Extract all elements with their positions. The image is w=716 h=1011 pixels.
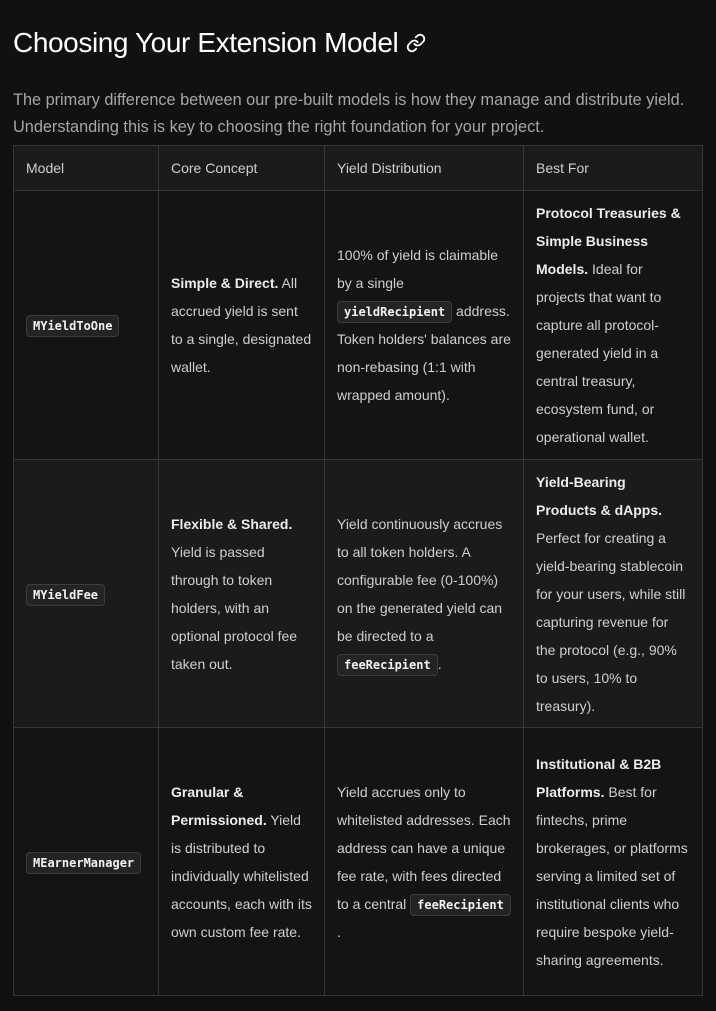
core-concept-title: Flexible & Shared. (171, 515, 293, 532)
header-best-for: Best For (524, 146, 703, 191)
best-for-title: Protocol Treasuries & Simple Business Models. (536, 205, 681, 277)
yield-text-post: . (437, 655, 442, 672)
yield-distribution-cell (325, 191, 524, 460)
section-heading (13, 23, 426, 63)
core-concept-cell (159, 728, 325, 996)
best-for-cell (524, 460, 703, 728)
yield-text-pre: Yield continuously accrues to all token holders. A configurable fee (0-100%) on the generated yield can be directed to a (337, 515, 503, 644)
best-for-text: Ideal for projects that want to capture all protocol-generated yield in a central treasury, ecosystem fund, or operational wallet. (536, 261, 662, 445)
link-icon[interactable] (406, 33, 426, 53)
yield-distribution-cell (325, 728, 524, 996)
yield-code: yieldRecipient (337, 301, 452, 323)
best-for-text: Best for fintechs, prime brokerages, or platforms serving a limited set of institutional clients who require bespoke yield-sharing agreements. (536, 783, 688, 968)
yield-code: feeRecipient (410, 894, 511, 916)
best-for-cell (524, 191, 703, 460)
header-model: Model (14, 146, 159, 191)
model-cell (14, 191, 159, 460)
core-concept-title: Simple & Direct. (171, 275, 279, 291)
header-core-concept: Core Concept (159, 146, 325, 191)
header-yield-distribution: Yield Distribution (325, 146, 524, 191)
table-row (14, 191, 703, 460)
core-concept-text: Yield is passed through to token holders, with an optional protocol fee taken out. (171, 543, 298, 672)
model-cell (14, 460, 159, 728)
table-row (14, 460, 703, 728)
section-title: Choosing Your Extension Model (13, 26, 399, 58)
yield-text-post: address. Token holders' balances are non-rebasing (1:1 with wrapped amount). (337, 303, 511, 403)
model-cell (14, 728, 159, 996)
table-row (14, 728, 703, 996)
core-concept-text: All accrued yield is sent to a single, designated wallet. (171, 275, 312, 375)
best-for-title: Institutional & B2B Platforms. (536, 755, 662, 800)
yield-text-pre: 100% of yield is claimable by a single (337, 247, 499, 291)
core-concept-cell (159, 191, 325, 460)
best-for-cell (524, 728, 703, 996)
yield-text-pre: Yield accrues only to whitelisted addresses. Each address can have a unique fee rate, with fees directed to a central (337, 783, 511, 912)
model-code: MYieldFee (26, 584, 105, 606)
table-header-row (14, 146, 703, 191)
model-code: MYieldToOne (26, 315, 119, 337)
yield-text-post: . (337, 923, 341, 940)
model-code: MEarnerManager (26, 852, 141, 874)
best-for-text: Perfect for creating a yield-bearing stablecoin for your users, while still capturing revenue for the protocol (e.g., 90% to users, 10% to treasury). (536, 529, 686, 714)
models-table (13, 145, 703, 996)
core-concept-text: Yield is distributed to individually whitelisted accounts, each with its own custom fee rate. (171, 811, 312, 940)
best-for-title: Yield-Bearing Products & dApps. (536, 473, 663, 518)
yield-distribution-cell (325, 460, 524, 728)
yield-code: feeRecipient (337, 654, 438, 676)
core-concept-title: Granular & Permissioned. (171, 783, 267, 828)
intro-paragraph: The primary difference between our pre-built models is how they manage and distribute yield. Understanding this is key to choosing the right foundation for your project. (13, 91, 685, 137)
core-concept-cell (159, 460, 325, 728)
